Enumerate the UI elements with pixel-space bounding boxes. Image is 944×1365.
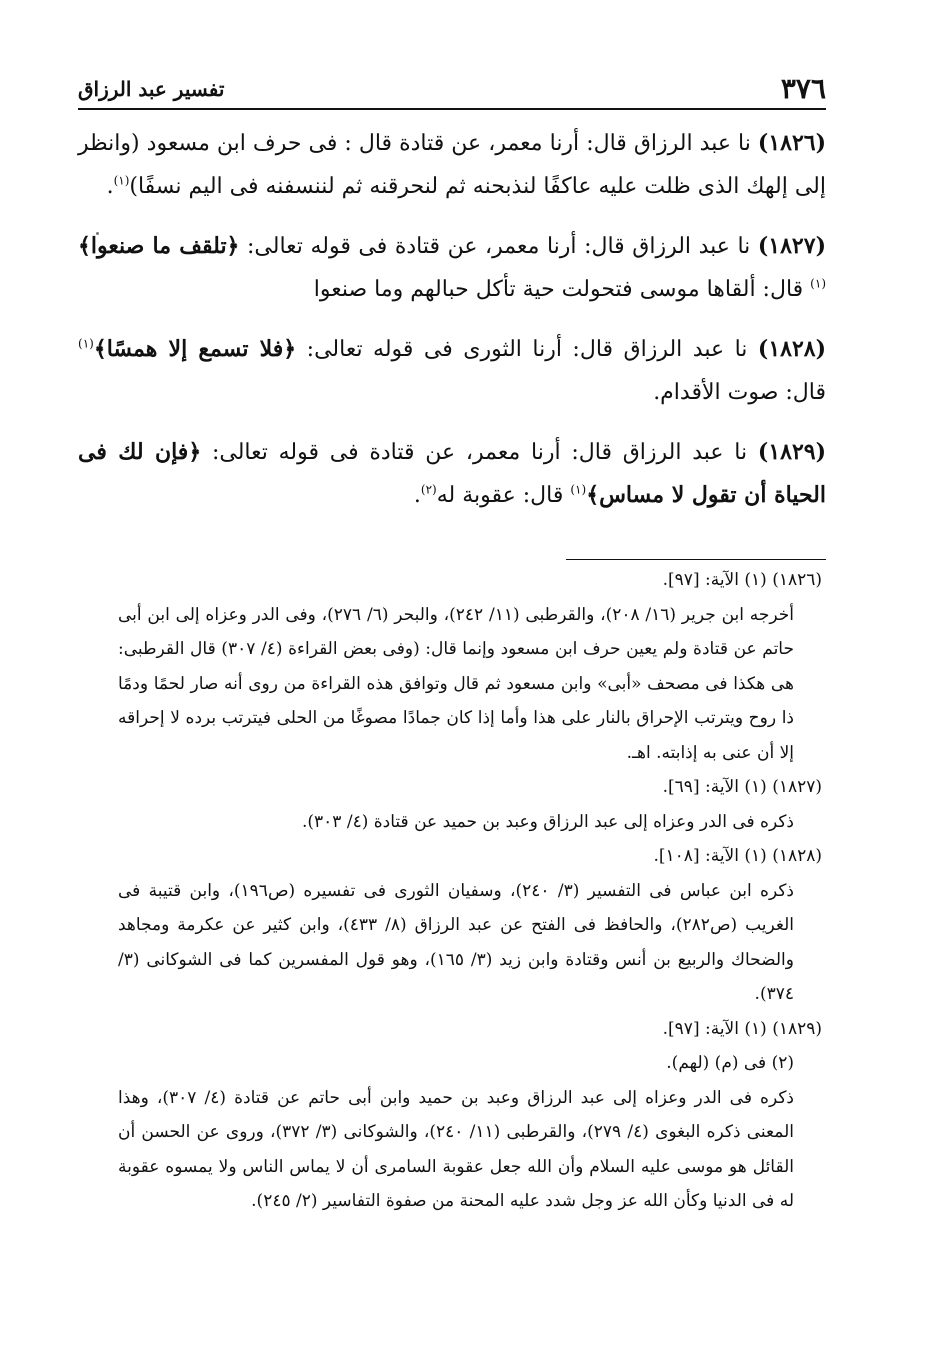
- footnote-marker: (١): [810, 276, 826, 291]
- entry-rest: قال: صوت الأقدام.: [653, 380, 826, 405]
- footnote-marker: (١): [78, 336, 94, 351]
- entry-number: (١٨٢٨): [757, 336, 826, 362]
- footnote-marker: (١): [570, 482, 587, 497]
- quran-quote: ﴿فلا تسمع إلا همسًا﴾: [93, 336, 297, 362]
- entry-text: نا عبد الرزاق قال: أرنا معمر، عن قتادة فى قوله تعالى:: [201, 440, 758, 465]
- entry-text: نا عبد الرزاق قال: أرنا معمر، عن قتادة فى قوله تعالى:: [239, 234, 758, 259]
- entry-1826: [78, 122, 826, 208]
- footnote-body: ذكره فى الدر وعزاه إلى عبد الرزاق وعبد بن حميد عن قتادة (٤/ ٣٠٣).: [302, 811, 794, 832]
- footnote-body: ذكره فى الدر وعزاه إلى عبد الرزاق وعبد بن حميد وابن أبى حاتم عن قتادة (٤/ ٣٠٧)، وهذا المعنى ذكره البغوى (٤/ ٢٧٩)، والقرطبى (١١/ ٢٤٠)، والشوكانى (٣/ ٣٧٢)، وروى عن الحسن أن القائل هو موسى عليه السلام وأن الله جعل عقوبة السامرى أن لا يماس الناس ولا يمسوه عقوبة له فى الدنيا وكأن الله عز وجل شدد عليه المحنة من صفوة التفاسير (٢/ ٢٤٥).: [118, 1087, 795, 1211]
- footnote-ref: (١٨٢٨) (١) الآية: [١٠٨].: [653, 846, 822, 866]
- entry-number: (١٨٢٩): [757, 439, 826, 465]
- running-title: تفسير عبد الرزاق: [78, 77, 225, 101]
- footnote-ref: (١٨٢٦) (١) الآية: [٩٧].: [662, 570, 822, 590]
- entry-text: نا عبد الرزاق قال: أرنا معمر، عن قتادة قال : فى حرف ابن مسعود (وانظر إلى إلهك الذى ظلت عليه عاكفًا لنذبحنه ثم لنحرقنه ثم لننسفنه فى اليم نسفًا): [78, 131, 826, 199]
- footnote-ref: (١٨٢٧) (١) الآية: [٦٩].: [662, 777, 822, 797]
- footnote-marker: (١): [113, 173, 130, 188]
- entry-1828: [78, 328, 826, 414]
- page-number: ٣٧٦: [780, 72, 826, 105]
- entry-text: نا عبد الرزاق قال: أرنا الثورى فى قوله تعالى:: [296, 337, 758, 362]
- footnotes: [118, 563, 822, 1219]
- main-text: [78, 122, 826, 534]
- entry-end: .: [106, 174, 114, 199]
- page-header: [78, 72, 826, 110]
- footnote-ref: (١٨٢٩) (١) الآية: [٩٧].: [662, 1018, 822, 1039]
- footnote-separator: [566, 559, 826, 560]
- entry-rest: قال: عقوبة له: [436, 483, 571, 508]
- footnote-body: ذكره ابن عباس فى التفسير (٣/ ٢٤٠)، وسفيان الثورى فى تفسيره (ص١٩٦)، وابن قتيبة فى الغريب (ص٢٨٢)، والحافظ فى الفتح عن عبد الرزاق (٨/ ٤٣٣)، وابن كثير عن عكرمة ومجاهد والضحاك والربيع بن أنس وقتادة وابن زيد (٣/ ١٦٥)، وهو قول المفسرين كما فى الشوكانى (٣/ ٣٧٤).: [118, 880, 794, 1004]
- entry-end: .: [413, 483, 421, 508]
- entry-number: (١٨٢٦): [757, 130, 826, 156]
- entry-1827: [78, 225, 826, 311]
- footnote-marker: (٢): [420, 482, 437, 497]
- quran-quote: ﴿تلقف ما صنعوا﴾: [78, 233, 240, 259]
- footnote-subnote: (٢) فى (م) (لهم).: [666, 1053, 794, 1073]
- entry-number: (١٨٢٧): [757, 233, 826, 259]
- footnote-body: أخرجه ابن جرير (١٦/ ٢٠٨)، والقرطبى (١١/ ٢٤٢)، والبحر (٦/ ٢٧٦)، وفى الدر وعزاه إلى ابن أبى حاتم عن قتادة ولم يعين حرف ابن مسعود وإنما قال: (وفى بعض القراءة (٤/ ٣٠٧) قال القرطبى: هى هكذا فى مصحف «أبى» وابن مسعود ثم قال وتوافق هذه القراءة من روى أنه صار لحمًا ودمًا ذا روح ويترتب الإحراق بالنار على هذا وأما إذا كان جمادًا مصوغًا من الحلى فيترتب برده لا إحراقه إلا أن عنى به إذابته. اهـ.: [118, 604, 794, 763]
- entry-rest: قال: ألقاها موسى فتحولت حية تأكل حبالهم وما صنعوا: [313, 277, 811, 302]
- entry-1829: [78, 431, 826, 517]
- quran-quote: ﴿فإن لك فى الحياة أن تقول لا مساس﴾: [78, 439, 826, 508]
